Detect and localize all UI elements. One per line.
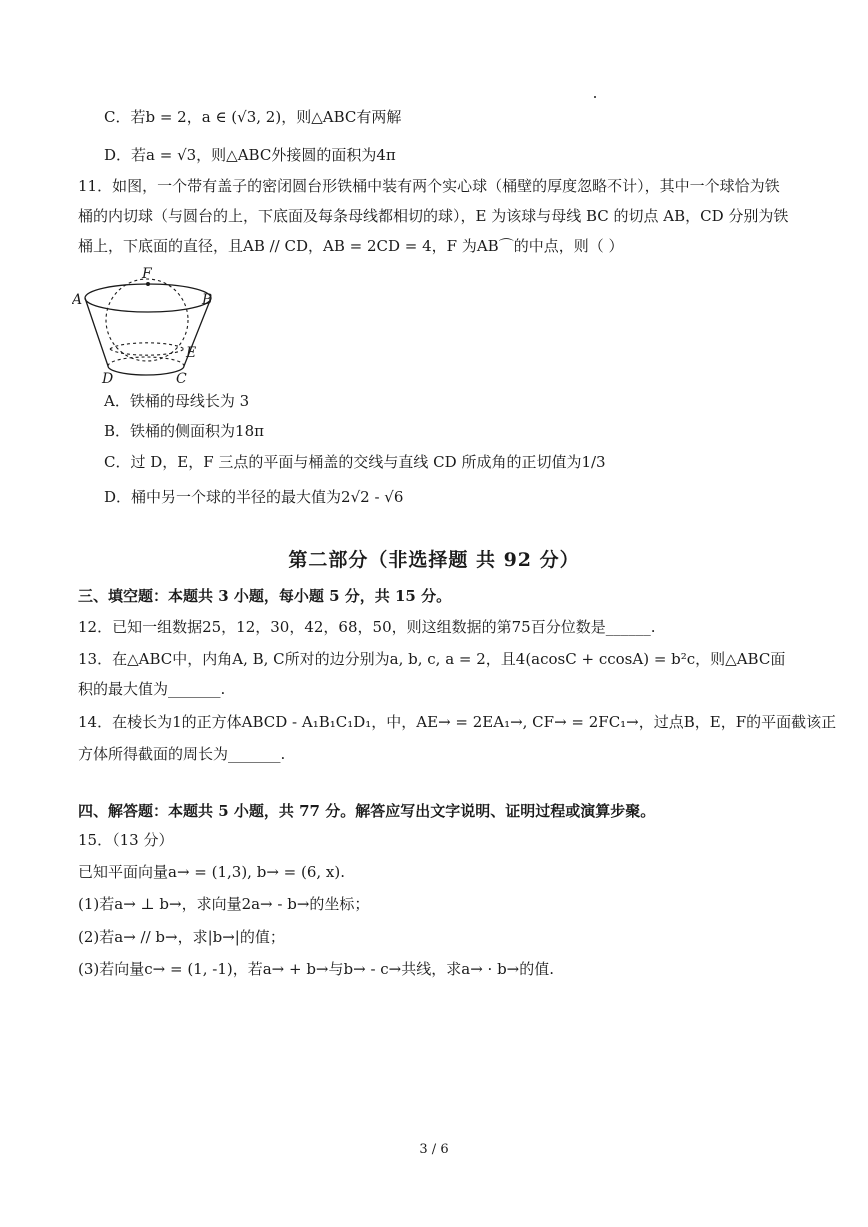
label-D: D [102, 371, 114, 387]
q10-option-c: C．若b = 2，a ∈ (√3, 2)，则△ABC有两解 [104, 108, 402, 126]
label-F: F [142, 266, 152, 282]
q15-title: 15．（13 分） [78, 831, 174, 849]
q11-option-a: A．铁桶的母线长为 3 [104, 392, 250, 410]
q15-given: 已知平面向量a→ = (1,3), b→ = (6, x). [78, 863, 345, 881]
q13-line2: 积的最大值为_______. [78, 680, 226, 698]
q11-stem-line1: 11．如图，一个带有盖子的密闭圆台形铁桶中装有两个实心球（桶壁的厚度忽略不计），其中一个球恰为铁 [78, 177, 780, 195]
part2-title: 第二部分（非选择题 共 92 分） [288, 549, 580, 571]
q12: 12．已知一组数据25，12，30，42，68，50，则这组数据的第75百分位数是______. [78, 618, 656, 636]
q15-part2: (2)若a→ // b→，求|b→|的值； [78, 928, 285, 946]
label-C: C [176, 371, 187, 387]
fill-in-heading: 三、填空题：本题共 3 小题，每小题 5 分，共 15 分。 [78, 587, 452, 605]
q11-option-d: D．桶中另一个球的半径的最大值为2√2 - √6 [104, 488, 404, 506]
q15-part1: (1)若a→ ⊥ b→，求向量2a→ - b→的坐标； [78, 895, 370, 913]
label-E: E [186, 345, 197, 361]
label-A: A [72, 292, 83, 308]
q14-line2: 方体所得截面的周长为_______. [78, 745, 286, 763]
q11-stem-line3: 桶上，下底面的直径，且AB // CD，AB = 2CD = 4，F 为AB⌒的中点，则（ ） [78, 237, 624, 255]
q10-option-d: D．若a = √3，则△ABC外接圆的面积为4π [104, 146, 396, 164]
q13-line1: 13．在△ABC中，内角A, B, C所对的边分别为a, b, c, a = 2，且4(acosC + ccosA) = b²c，则△ABC面 [78, 650, 786, 668]
q11-option-b: B．铁桶的侧面积为18π [104, 422, 264, 440]
q15-part3: (3)若向量c→ = (1, -1)，若a→ + b→与b→ - c→共线，求a→ · b→的值. [78, 960, 555, 978]
answers-heading: 四、解答题：本题共 5 小题，共 77 分。解答应写出文字说明、证明过程或演算步聚。 [78, 802, 656, 820]
bucket-figure [72, 262, 232, 388]
scan-speck [594, 96, 596, 98]
label-B: B [202, 292, 213, 308]
page-number: 3 / 6 [419, 1142, 449, 1157]
q11-stem-line2: 桶的内切球（与圆台的上，下底面及每条母线都相切的球），E 为该球与母线 BC 的切点 AB，CD 分别为铁 [78, 207, 789, 225]
q14-line1: 14．在棱长为1的正方体ABCD - A₁B₁C₁D₁，中，AE→ = 2EA₁→, CF→ = 2FC₁→，过点B，E，F的平面截该正 [78, 713, 837, 731]
q11-option-c: C．过 D，E，F 三点的平面与桶盖的交线与直线 CD 所成角的正切值为1/3 [104, 453, 606, 471]
